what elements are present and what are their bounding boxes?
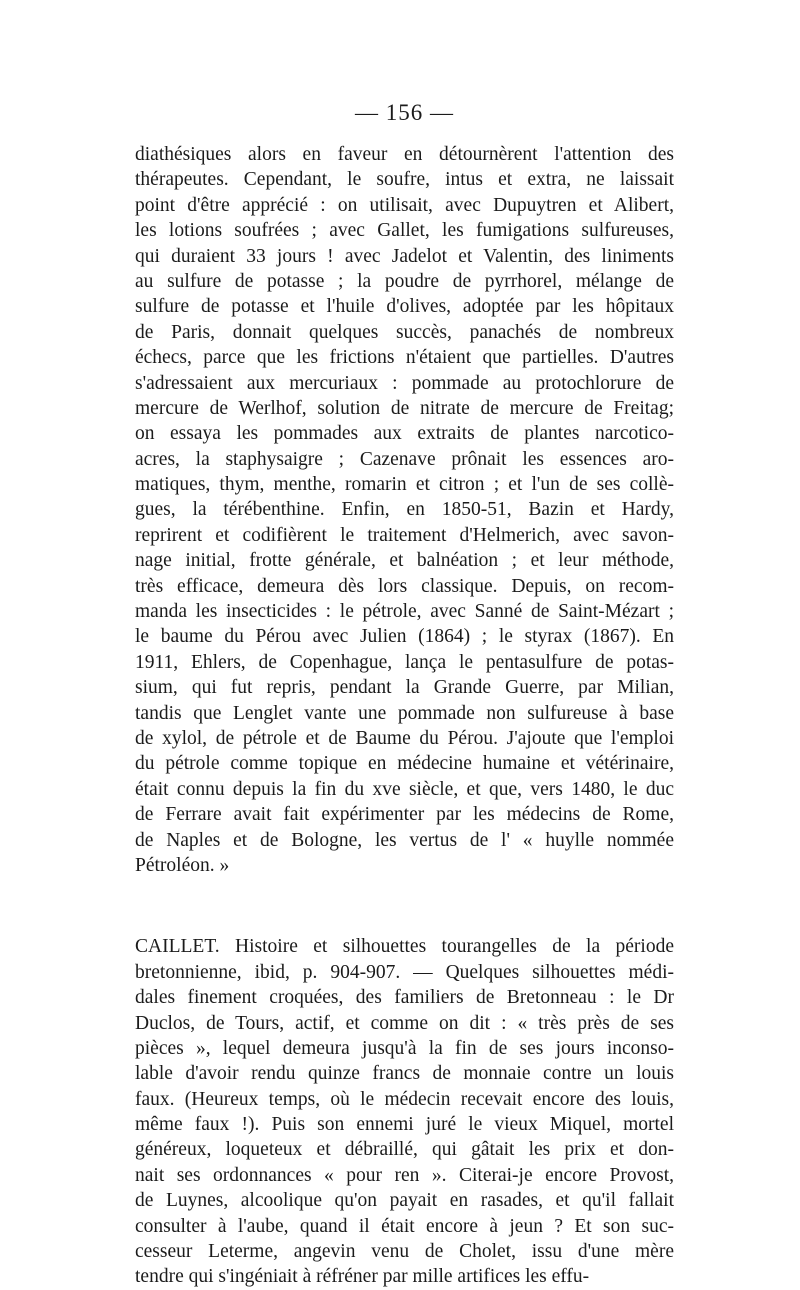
text-line: matiques, thym, menthe, romarin et citron ; et l'un de ses collè- <box>135 474 674 496</box>
text-line: le baume du Pérou avec Julien (1864) ; le styrax (1867). En <box>135 626 674 648</box>
text-line: de Ferrare avait fait expérimenter par les médecins de Rome, <box>135 804 674 826</box>
paragraph-scabies-treatments <box>135 142 674 878</box>
text-line: gues, la térébenthine. Enfin, en 1850-51, Bazin et Hardy, <box>135 499 674 521</box>
text-line: s'adressaient aux mercuriaux : pommade au protochlorure de <box>135 372 674 394</box>
text-line: sium, qui fut repris, pendant la Grande Guerre, par Milian, <box>135 677 674 699</box>
paragraph-gap <box>135 878 674 934</box>
text-line: acres, la staphysaigre ; Cazenave prônait les essences aro- <box>135 448 674 470</box>
text-line: bretonnienne, ibid, p. 904-907. — Quelques silhouettes médi- <box>135 961 674 983</box>
text-line: qui duraient 33 jours ! avec Jadelot et Valentin, des liniments <box>135 245 674 267</box>
text-line: même faux !). Puis son ennemi juré le vieux Miquel, mortel <box>135 1114 674 1136</box>
text-line: les lotions soufrées ; avec Gallet, les fumigations sulfureuses, <box>135 220 674 242</box>
text-line: Duclos, de Tours, actif, et comme on dit : « très près de ses <box>135 1012 674 1034</box>
text-line: nait ses ordonnances « pour ren ». Citerai-je encore Provost, <box>135 1164 674 1186</box>
text-line: au sulfure de potasse ; la poudre de pyrrhorel, mélange de <box>135 270 674 292</box>
text-line: Pétroléon. » <box>135 854 230 876</box>
text-line: de Naples et de Bologne, les vertus de l' « huylle nommée <box>135 829 674 851</box>
text-line: diathésiques alors en faveur en détournèrent l'attention des <box>135 144 674 165</box>
text-line: de Luynes, alcoolique qu'on payait en rasades, et qu'il fallait <box>135 1190 674 1212</box>
text-line: tendre qui s'ingéniait à réfréner par mille artifices les effu- <box>135 1266 590 1288</box>
text-line: lable d'avoir rendu quinze francs de monnaie contre un louis <box>135 1063 674 1085</box>
text-line: tandis que Lenglet vante une pommade non sulfureuse à base <box>135 702 674 724</box>
text-line: nage initial, frotte générale, et balnéation ; et leur méthode, <box>135 550 674 572</box>
text-line: thérapeutes. Cependant, le soufre, intus et extra, ne laissait <box>135 169 674 191</box>
text-line: très efficace, demeura dès lors classique. Depuis, on recom- <box>135 575 674 597</box>
text-line: mercure de Werlhof, solution de nitrate de mercure de Freitag; <box>135 397 674 419</box>
text-line: échecs, parce que les frictions n'étaient que partielles. D'autres <box>135 347 674 369</box>
text-line: de xylol, de pétrole et de Baume du Pérou. J'ajoute que l'emploi <box>135 727 674 749</box>
text-line: généreux, loqueteux et débraillé, qui gâtait les prix et don- <box>135 1139 674 1161</box>
text-line: consulter à l'aube, quand il était encore à jeun ? Et son suc- <box>135 1215 674 1237</box>
text-line: sulfure de potasse et l'huile d'olives, adoptée par les hôpitaux <box>135 296 674 318</box>
text-line: du pétrole comme topique en médecine humaine et vétérinaire, <box>135 753 674 775</box>
text-line: de Paris, donnait quelques succès, panachés de nombreux <box>135 321 674 343</box>
paragraph-caillet-review <box>135 934 674 1289</box>
text-line: dales finement croquées, des familiers de Bretonneau : le Dr <box>135 987 674 1009</box>
text-line: reprirent et codifièrent le traitement d'Helmerich, avec savon- <box>135 524 674 546</box>
text-line: on essaya les pommades aux extraits de plantes narcotico- <box>135 423 674 445</box>
text-line: point d'être apprécié : on utilisait, avec Dupuytren et Alibert, <box>135 194 674 216</box>
text-line: faux. (Heureux temps, où le médecin recevait encore des louis, <box>135 1088 674 1110</box>
text-line: était connu depuis la fin du xve siècle, et que, vers 1480, le duc <box>135 778 674 800</box>
page-number: — 156 — <box>355 100 454 125</box>
text-line: pièces », lequel demeura jusqu'à la fin de ses jours inconso- <box>135 1037 674 1059</box>
text-line: manda les insecticides : le pétrole, avec Sanné de Saint-Mézart ; <box>135 601 674 623</box>
text-line: cesseur Leterme, angevin venu de Cholet, issu d'une mère <box>135 1241 674 1263</box>
text-line: CAILLET. Histoire et silhouettes tourangelles de la période <box>135 936 674 958</box>
text-line: 1911, Ehlers, de Copenhague, lança le pentasulfure de potas- <box>135 651 674 673</box>
